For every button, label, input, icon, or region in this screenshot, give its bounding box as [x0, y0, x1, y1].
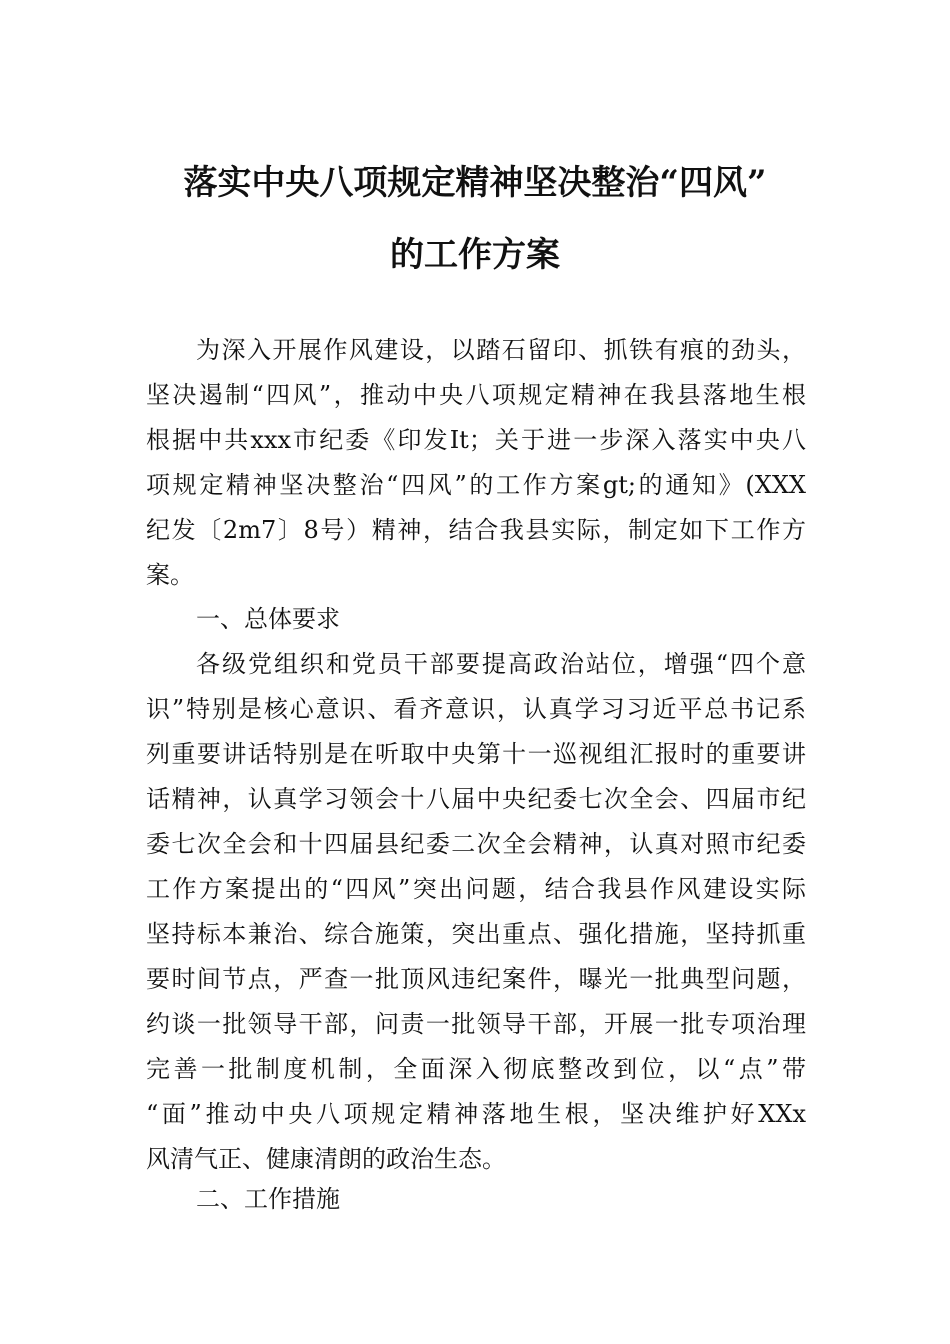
section1-line: 坚持标本兼治、综合施策，突出重点、强化措施，坚持抓重: [146, 920, 806, 948]
section1-line: “面”推动中央八项规定精神落地生根，坚决维护好XXx: [146, 1100, 806, 1128]
section1-line: 委七次全会和十四届县纪委二次全会精神，认真对照市纪委: [146, 830, 806, 858]
document-title-line-2: 的工作方案: [390, 235, 560, 275]
section1-line: 完善一批制度机制，全面深入彻底整改到位，以“点”带: [146, 1055, 806, 1083]
document-title-line-1: 落实中央八项规定精神坚决整治“四风”: [183, 163, 767, 203]
intro-line: 纪发〔2m7〕8号）精神，结合我县实际，制定如下工作方: [146, 516, 806, 544]
intro-line: 项规定精神坚决整治“四风”的工作方案gt;的通知》(XXX: [146, 471, 806, 499]
section1-line: 要时间节点，严查一批顶风违纪案件，曝光一批典型问题，: [146, 965, 806, 993]
intro-line: 为深入开展作风建设，以踏石留印、抓铁有痕的劲头，: [196, 336, 806, 364]
section1-line: 列重要讲话特别是在听取中央第十一巡视组汇报时的重要讲: [146, 740, 806, 768]
intro-line: 坚决遏制“四风”，推动中央八项规定精神在我县落地生根: [146, 381, 806, 409]
section1-line: 约谈一批领导干部，问责一批领导干部，开展一批专项治理: [146, 1010, 806, 1038]
section1-line: 各级党组织和党员干部要提高政治站位，增强“四个意: [196, 650, 806, 678]
section1-line: 风清气正、健康清朗的政治生态。: [146, 1145, 506, 1173]
intro-line: 根据中共xxx市纪委《印发It；关于进一步深入落实中央八: [146, 426, 806, 454]
section1-line: 话精神，认真学习领会十八届中央纪委七次全会、四届市纪: [146, 785, 806, 813]
intro-line: 案。: [146, 561, 194, 589]
section-heading-overall-requirements: 一、总体要求: [196, 605, 340, 633]
section-heading-work-measures: 二、工作措施: [196, 1185, 340, 1213]
section1-line: 工作方案提出的“四风”突出问题，结合我县作风建设实际: [146, 875, 806, 903]
section1-line: 识”特别是核心意识、看齐意识，认真学习习近平总书记系: [146, 695, 806, 723]
